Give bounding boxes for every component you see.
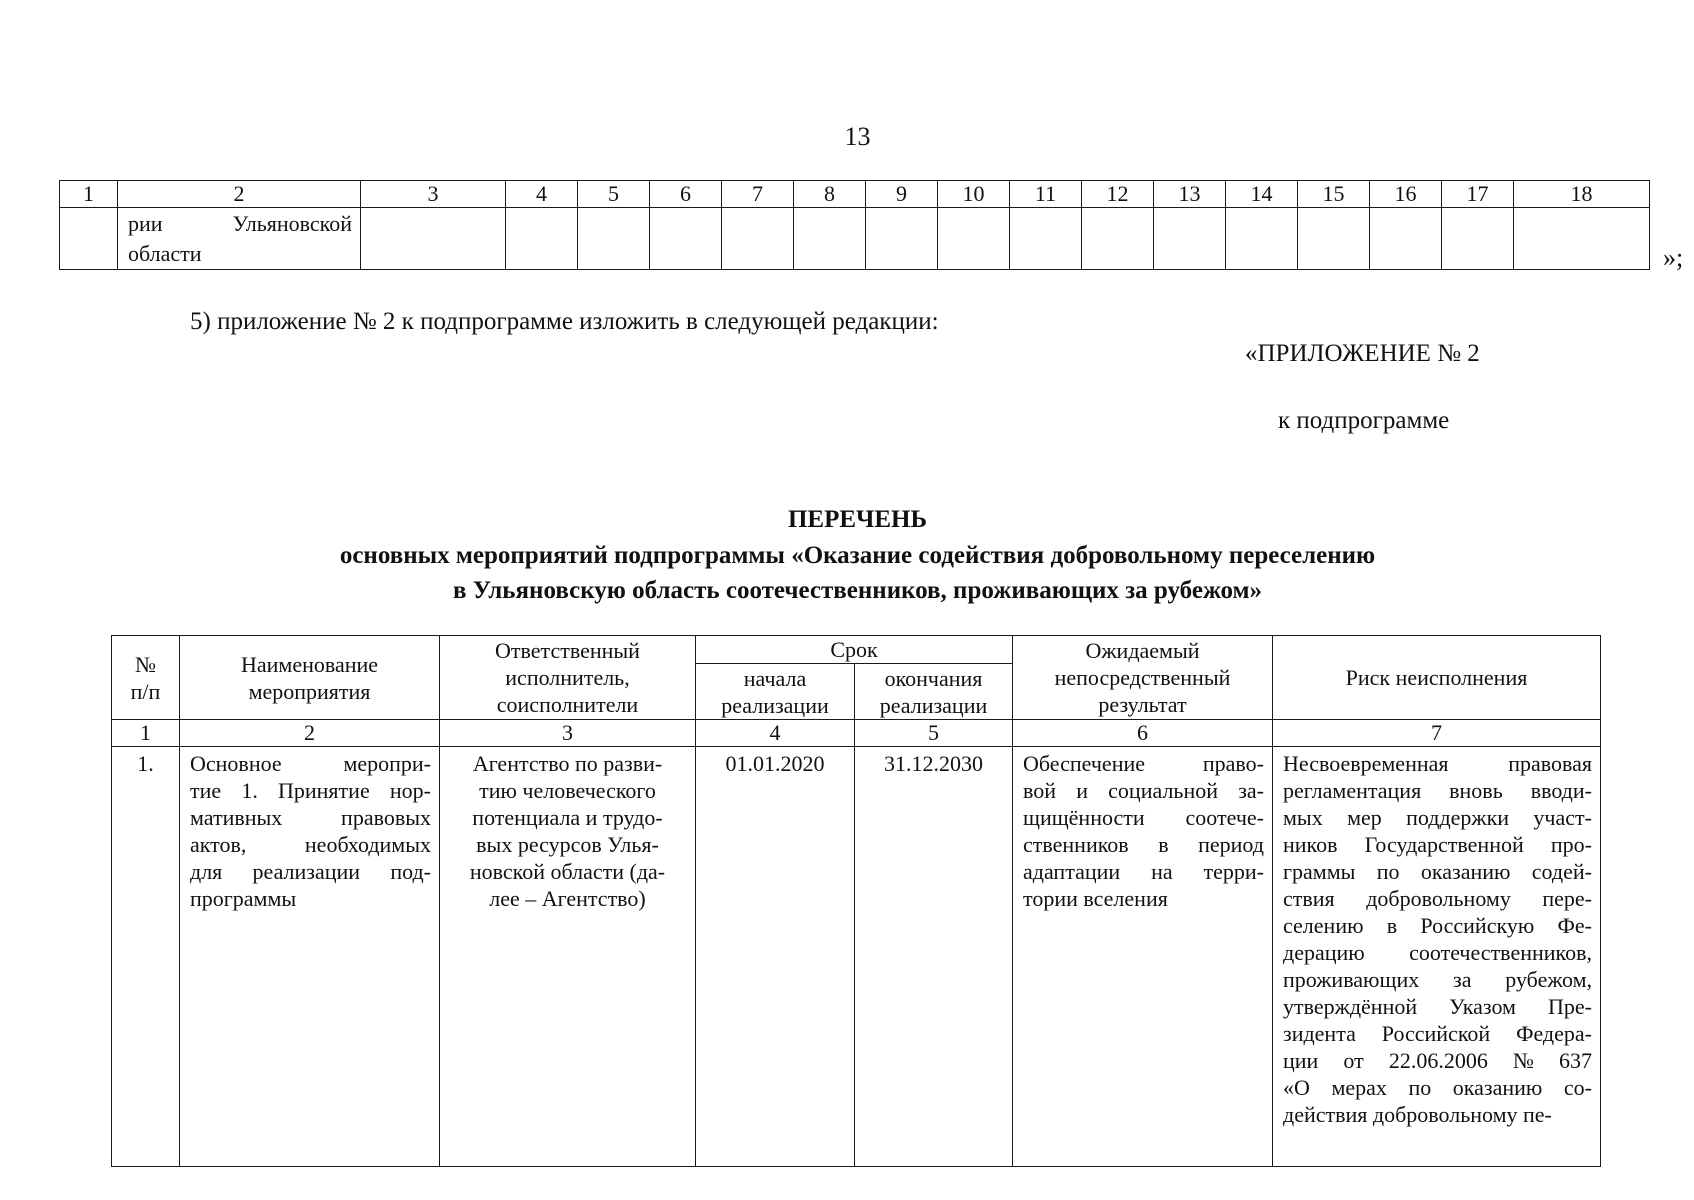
continuation-table	[59, 180, 1650, 270]
cell-word: дерацию	[1283, 940, 1365, 965]
column-number: 16	[1370, 181, 1442, 208]
cell-text-line	[1283, 750, 1592, 777]
cell-word: за-	[1238, 778, 1264, 803]
column-number: 10	[938, 181, 1010, 208]
table-cell	[1370, 208, 1442, 270]
page-number: 13	[844, 122, 871, 151]
table-cell	[60, 208, 118, 270]
cell-word: регламентация	[1283, 778, 1422, 803]
cell-word: участ-	[1533, 805, 1592, 830]
table-cell	[506, 208, 578, 270]
cell-word: ственников	[1023, 832, 1129, 857]
cell-text-line: программы	[190, 886, 297, 911]
header-responsible	[440, 636, 696, 720]
cell-word: селению	[1283, 913, 1364, 938]
cell-text-line: лее – Агентство)	[489, 886, 646, 911]
column-number: 5	[855, 720, 1013, 747]
cell-word: пере-	[1542, 886, 1592, 911]
column-number-row	[112, 720, 1601, 747]
result-cell	[1013, 747, 1273, 1167]
cell-text-line	[1283, 858, 1592, 885]
header-line: результат	[1098, 692, 1187, 717]
cell-text-line: тию человеческого	[479, 778, 656, 803]
column-number: 15	[1298, 181, 1370, 208]
table-cell	[1226, 208, 1298, 270]
cell-text-line	[190, 777, 431, 804]
cell-text-line: вых ресурсов Улья-	[476, 832, 659, 857]
cell-word: под-	[390, 859, 431, 884]
appendix-title: «ПРИЛОЖЕНИЕ № 2	[1245, 340, 1480, 367]
cell-word: тие	[190, 778, 222, 803]
cell-word: 22.06.2006	[1388, 1048, 1488, 1073]
cell-text-line	[1283, 939, 1592, 966]
cell-word: проживающих	[1283, 967, 1420, 992]
cell-word: соотече-	[1185, 805, 1264, 830]
cell-text-line	[190, 750, 431, 777]
cell-text-line	[1283, 885, 1592, 912]
appendix-subtitle: к подпрограмме	[1278, 407, 1450, 434]
header-line: Наименование	[240, 651, 379, 677]
document-subtitle-line: в Ульяновскую область соотечественников, проживающих за рубежом»	[453, 577, 1262, 604]
table-row	[60, 208, 1650, 270]
cell-text-line	[1283, 966, 1592, 993]
header-name	[180, 636, 440, 720]
header-line: непосредственный	[1054, 665, 1231, 690]
cell-word: вводи-	[1530, 778, 1592, 803]
cell-word: «О	[1283, 1075, 1310, 1100]
header-term: Срок	[696, 636, 1013, 664]
cell-word: Фе-	[1557, 913, 1592, 938]
cell-word: со-	[1563, 1075, 1592, 1100]
table-cell	[578, 208, 650, 270]
table-row	[112, 747, 1601, 1167]
header-line: Ожидаемый	[1085, 638, 1200, 663]
start-date-cell: 01.01.2020	[696, 747, 855, 1167]
cell-word: нор-	[389, 778, 431, 803]
cell-word: мерах	[1331, 1075, 1387, 1100]
cell-word: про-	[1550, 832, 1592, 857]
cell-text-line	[1283, 912, 1592, 939]
column-number: 3	[361, 181, 506, 208]
cell-word: оказанию	[1420, 859, 1511, 884]
cell-text-line	[1283, 1020, 1592, 1047]
cell-word: актов,	[190, 832, 247, 857]
cell-word: правовая	[1508, 751, 1592, 776]
cell-text-line	[1283, 831, 1592, 858]
instruction-text: 5) приложение № 2 к подпрограмме изложить в следующей редакции:	[190, 308, 939, 335]
table-cell	[650, 208, 722, 270]
cell-word: вновь	[1449, 778, 1503, 803]
cell-word: щищённости	[1023, 805, 1145, 830]
cell-word: граммы	[1283, 859, 1356, 884]
table-cell	[1298, 208, 1370, 270]
table-cell	[361, 208, 506, 270]
cell-word: ствия	[1283, 886, 1335, 911]
cell-text-line: потенциала и трудо-	[472, 805, 663, 830]
column-number: 7	[722, 181, 794, 208]
cell-word: ников	[1283, 832, 1338, 857]
row-name-line: области	[128, 241, 202, 266]
column-number: 8	[794, 181, 866, 208]
cell-word: рубежом,	[1505, 967, 1592, 992]
cell-text-line	[190, 858, 431, 885]
cell-word: поддержки	[1406, 805, 1510, 830]
risk-cell	[1273, 747, 1601, 1167]
header-line: №	[135, 651, 156, 677]
cell-word: Пре-	[1548, 994, 1592, 1019]
column-number: 7	[1273, 720, 1601, 747]
cell-word: оказанию	[1452, 1075, 1543, 1100]
cell-text-line	[1283, 993, 1592, 1020]
cell-word: Государственной	[1364, 832, 1524, 857]
header-line: исполнитель,	[505, 665, 630, 690]
cell-word: Российскую	[1420, 913, 1535, 938]
header-line: мероприятия	[248, 678, 371, 704]
measure-name-cell	[180, 747, 440, 1167]
header-line: начала	[743, 665, 807, 691]
cell-text-line	[1023, 750, 1264, 777]
cell-word: Несвоевременная	[1283, 751, 1449, 776]
cell-word: утверждённой	[1283, 994, 1418, 1019]
cell-word: адаптации	[1023, 859, 1121, 884]
cell-word: для	[190, 859, 223, 884]
table-cell	[1154, 208, 1226, 270]
column-number: 6	[1013, 720, 1273, 747]
cell-word: Принятие	[278, 778, 370, 803]
column-number: 12	[1082, 181, 1154, 208]
row-name-cell	[118, 208, 361, 270]
row-number: 1.	[112, 747, 180, 1167]
cell-word: и	[1076, 778, 1088, 803]
header-line: соисполнители	[496, 692, 639, 717]
column-number: 4	[506, 181, 578, 208]
cell-text-line: новской области (да-	[469, 859, 666, 884]
header-line: реализации	[721, 692, 829, 718]
end-date-cell: 31.12.2030	[855, 747, 1013, 1167]
column-number: 3	[440, 720, 696, 747]
cell-text-line	[190, 804, 431, 831]
header-line: п/п	[130, 678, 161, 704]
cell-word: за	[1453, 967, 1472, 992]
header-risk: Риск неисполнения	[1273, 636, 1601, 720]
cell-word: 637	[1558, 1048, 1592, 1073]
column-number-row	[60, 181, 1650, 208]
column-number: 14	[1226, 181, 1298, 208]
row-name-line	[128, 209, 352, 239]
cell-word: Федера-	[1516, 1021, 1592, 1046]
column-number: 17	[1442, 181, 1514, 208]
document-title: ПЕРЕЧЕНЬ	[787, 506, 928, 533]
row-name-word: рии	[128, 211, 163, 236]
column-number: 5	[578, 181, 650, 208]
column-number: 6	[650, 181, 722, 208]
cell-word: ции	[1283, 1048, 1319, 1073]
cell-word: правовых	[341, 805, 431, 830]
measures-table	[111, 635, 1601, 1167]
table-cell	[794, 208, 866, 270]
cell-text-line: Агентство по разви-	[472, 751, 663, 776]
cell-word: меропри-	[343, 751, 431, 776]
cell-word: мых	[1283, 805, 1323, 830]
table-cell	[1442, 208, 1514, 270]
table-cell	[1010, 208, 1082, 270]
column-number: 1	[60, 181, 118, 208]
cell-word: вой	[1023, 778, 1057, 803]
header-line: Ответственный	[495, 638, 640, 663]
row-name-word: Ульяновской	[232, 211, 352, 236]
cell-word: мативных	[190, 805, 283, 830]
cell-word: от	[1343, 1048, 1364, 1073]
header-num	[112, 636, 180, 720]
cell-word: в	[1386, 913, 1398, 938]
cell-word: необходимых	[304, 832, 431, 857]
cell-text-line: действия добровольному пе-	[1283, 1102, 1552, 1127]
cell-word: соотечественников,	[1409, 940, 1592, 965]
cell-text-line	[190, 831, 431, 858]
cell-word: в	[1158, 832, 1169, 857]
cell-word: Указом	[1449, 994, 1516, 1019]
table-cell	[866, 208, 938, 270]
header-result	[1013, 636, 1273, 720]
column-number: 13	[1154, 181, 1226, 208]
header-row	[112, 636, 1601, 664]
cell-word: Обеспечение	[1023, 751, 1145, 776]
column-number: 2	[118, 181, 361, 208]
cell-word: право-	[1202, 751, 1264, 776]
cell-word: период	[1198, 832, 1264, 857]
cell-word: №	[1512, 1048, 1534, 1073]
cell-word: Российской	[1381, 1021, 1491, 1046]
cell-text-line	[1283, 1047, 1592, 1074]
cell-text-line	[1023, 804, 1264, 831]
cell-text-line: тории вселения	[1023, 886, 1168, 911]
column-number: 18	[1514, 181, 1650, 208]
column-number: 4	[696, 720, 855, 747]
table-cell	[722, 208, 794, 270]
cell-word: Основное	[190, 751, 282, 776]
cell-word: по	[1408, 1075, 1432, 1100]
column-number: 2	[180, 720, 440, 747]
column-number: 1	[112, 720, 180, 747]
closing-quote: »;	[1663, 243, 1684, 272]
cell-text-line	[1023, 831, 1264, 858]
header-line: реализации	[879, 692, 988, 718]
cell-text-line	[1283, 777, 1592, 804]
responsible-cell	[440, 747, 696, 1167]
cell-word: 1.	[241, 778, 258, 803]
cell-word: по	[1376, 859, 1400, 884]
table-cell	[938, 208, 1010, 270]
cell-text-line	[1283, 804, 1592, 831]
cell-word: социальной	[1108, 778, 1218, 803]
cell-text-line	[1023, 777, 1264, 804]
cell-word: реализации	[252, 859, 361, 884]
column-number: 11	[1010, 181, 1082, 208]
header-line: окончания	[884, 665, 983, 691]
table-cell	[1082, 208, 1154, 270]
table-cell	[1514, 208, 1650, 270]
cell-word: содей-	[1531, 859, 1592, 884]
document-subtitle-line: основных мероприятий подпрограммы «Оказание содействия добровольному переселению	[339, 542, 1376, 569]
header-end	[855, 664, 1013, 720]
cell-text-line	[1023, 858, 1264, 885]
cell-word: терри-	[1203, 859, 1264, 884]
cell-text-line	[1283, 1074, 1592, 1101]
cell-word: зидента	[1283, 1021, 1356, 1046]
cell-word: добровольному	[1366, 886, 1511, 911]
header-start	[696, 664, 855, 720]
column-number: 9	[866, 181, 938, 208]
cell-word: на	[1151, 859, 1173, 884]
cell-word: мер	[1347, 805, 1382, 830]
